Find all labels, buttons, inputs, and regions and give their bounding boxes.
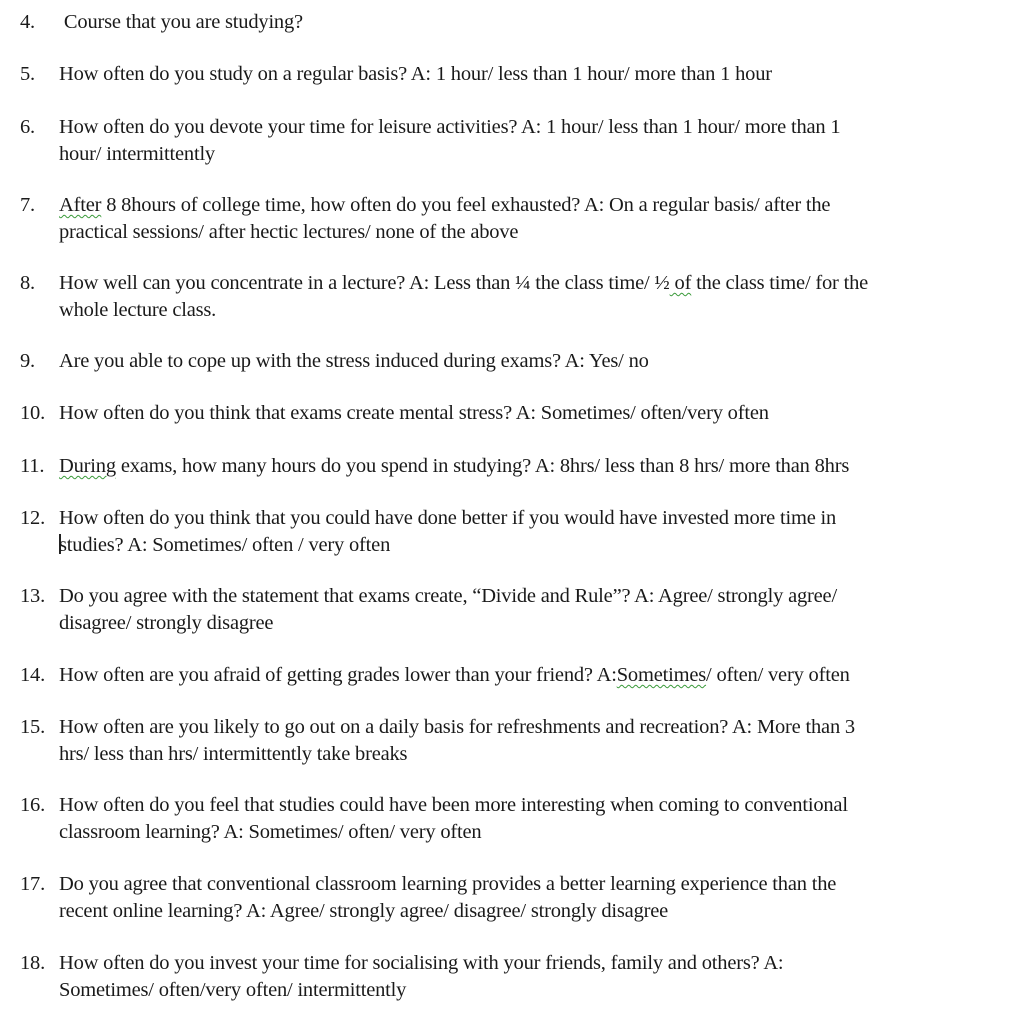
question-text-continued: classroom learning? A: Sometimes/ often/ very often [59, 821, 482, 843]
question-text-end: / often/ very often [706, 664, 850, 686]
spellcheck-flagged-word: Sometimes [616, 664, 707, 686]
question-text: Do you agree with the statement that exams create, “Divide and Rule”? A: Agree/ strongly agree/ [59, 585, 837, 607]
question-number: 12. [20, 507, 46, 529]
question-text-continued: practical sessions/ after hectic lectures/ none of the above [59, 221, 519, 243]
question-text-continued: Sometimes/ often/very often/ intermittently [59, 979, 407, 1001]
question-text: Are you able to cope up with the stress induced during exams? A: Yes/ no [59, 350, 649, 372]
question-number: 18. [20, 952, 46, 974]
question-text-continued: hour/ intermittently [59, 143, 215, 165]
question-text: Course that you are studying? [59, 11, 303, 33]
question-5 [20, 61, 1010, 88]
question-text-end: the class time/ for the [691, 272, 869, 294]
question-text-continued: recent online learning? A: Agree/ strongly agree/ disagree/ strongly disagree [59, 900, 669, 922]
question-text: How often are you likely to go out on a daily basis for refreshments and recreation? A: More than 3 [59, 716, 855, 738]
question-text: Do you agree that conventional classroom learning provides a better learning experience than the [59, 873, 837, 895]
question-text-continued: whole lecture class. [59, 299, 217, 321]
question-6 [20, 114, 1010, 168]
question-text-continued [20, 532, 1010, 559]
question-text: How often do you feel that studies could have been more interesting when coming to conventional [59, 794, 848, 816]
question-text-continued: disagree/ strongly disagree [59, 612, 274, 634]
question-number: 17. [20, 873, 46, 895]
question-text: How often do you devote your time for leisure activities? A: 1 hour/ less than 1 hour/ more than 1 [59, 116, 841, 138]
question-number: 6. [20, 116, 35, 138]
question-number: 4. [20, 11, 35, 33]
question-11 [20, 453, 1010, 480]
question-number: 5. [20, 63, 35, 85]
question-number: 8. [20, 272, 35, 294]
question-17 [20, 871, 1010, 925]
question-number: 7. [20, 194, 35, 216]
question-text: How often do you invest your time for socialising with your friends, family and others? A: [59, 952, 784, 974]
question-text: exams, how many hours do you spend in studying? A: 8hrs/ less than 8 hrs/ more than 8hrs [115, 455, 850, 477]
question-16 [20, 792, 1010, 846]
question-text-continued: hrs/ less than hrs/ intermittently take breaks [59, 743, 408, 765]
question-number: 10. [20, 402, 46, 424]
question-number: 11. [20, 455, 45, 477]
question-10 [20, 400, 1010, 427]
question-text-continued-body: studies? A: Sometimes/ often / very often [59, 534, 391, 556]
question-12 [20, 505, 1010, 559]
question-text: How often do you think that you could have done better if you would have invested more time in [59, 507, 837, 529]
question-text: 8 8hours of college time, how often do you feel exhausted? A: On a regular basis/ after the [101, 194, 831, 216]
question-text: How often do you study on a regular basis? A: 1 hour/ less than 1 hour/ more than 1 hour [59, 63, 772, 85]
question-number: 16. [20, 794, 46, 816]
question-13 [20, 583, 1010, 637]
question-number: 13. [20, 585, 46, 607]
question-9 [20, 348, 1010, 375]
question-8 [20, 270, 1010, 324]
question-text: How often are you afraid of getting grades lower than your friend? A: [59, 664, 617, 686]
question-14 [20, 662, 1010, 689]
question-number: 9. [20, 350, 35, 372]
question-number: 14. [20, 664, 46, 686]
spellcheck-flagged-word: During [59, 455, 116, 477]
question-15 [20, 714, 1010, 768]
spellcheck-flagged-word: After [59, 194, 102, 216]
spellcheck-flagged-word: of [669, 272, 692, 294]
question-number: 15. [20, 716, 46, 738]
question-text: How often do you think that exams create mental stress? A: Sometimes/ often/very often [59, 402, 769, 424]
question-7 [20, 192, 1010, 246]
question-4 [20, 9, 1010, 36]
question-18 [20, 950, 1010, 1004]
question-text: How well can you concentrate in a lecture? A: Less than ¼ the class time/ ½ [59, 272, 670, 294]
